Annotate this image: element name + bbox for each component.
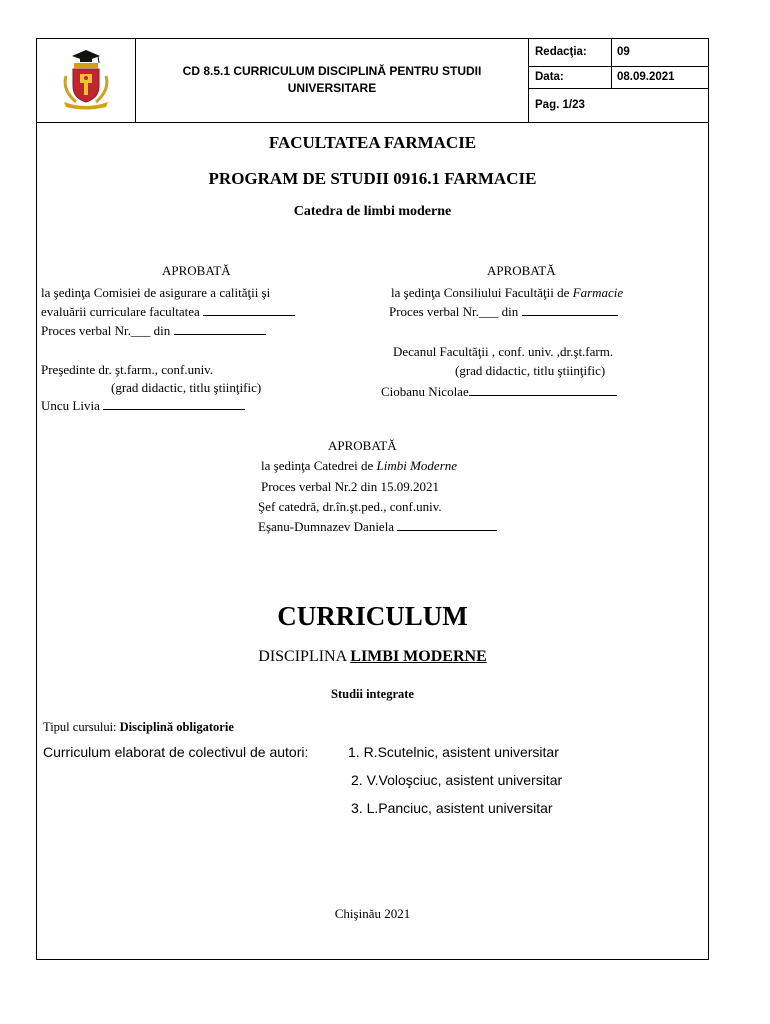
logo-cell [36, 38, 136, 122]
page-number: Pag. 1/23 [535, 99, 585, 111]
course-type-label: Tipul cursului: [43, 720, 120, 734]
author-1: 1. R.Scutelnic, asistent universitar [348, 744, 559, 760]
discipline-prefix: DISCIPLINA [258, 648, 351, 665]
blank-line [203, 304, 295, 316]
approval-center-line4: Eşanu-Dumnazev Daniela [258, 519, 395, 534]
footer-place-year: Chişinău 2021 [334, 906, 411, 921]
approval-left-heading: APROBATĂ [162, 263, 231, 278]
approval-left-line3-wrap [41, 323, 266, 339]
approval-right-line1-prefix: la şedinţa Consiliului Facultăţii de [391, 285, 573, 300]
approval-center-line2: Proces verbal Nr.2 din 15.09.2021 [261, 479, 440, 494]
approval-center-line1 [261, 458, 457, 474]
approval-left-line1: la şedinţa Comisiei de asigurare a calităţii şi [41, 285, 271, 300]
discipline-name: LIMBI MODERNE [350, 648, 487, 665]
approval-right-line2: Proces verbal Nr.___ din [389, 304, 519, 319]
blank-line [103, 398, 245, 410]
document-code-title: CD 8.5.1 CURRICULUM DISCIPLINĂ PENTRU STUDII UNIVERSITARE [136, 38, 529, 122]
approval-center-line1-italic: Limbi Moderne [376, 458, 458, 473]
main-title: CURRICULUM [277, 601, 468, 631]
data-value: 08.09.2021 [617, 71, 675, 83]
meta-divider-1 [529, 66, 709, 67]
author-2: 2. V.Voloşciuc, asistent universitar [351, 772, 563, 788]
approval-right-heading: APROBATĂ [487, 263, 556, 278]
meta-divider-vertical [611, 38, 612, 88]
university-crest-icon [56, 48, 116, 110]
approval-left-line5: (grad didactic, titlu ştiinţific) [111, 380, 262, 395]
course-type-value: Disciplină obligatorie [119, 720, 234, 734]
course-type-line [43, 719, 234, 735]
study-type: Studii integrate [331, 687, 414, 701]
blank-line [397, 519, 497, 531]
redactia-value: 09 [617, 46, 630, 58]
redactia-label: Redacţia: [535, 46, 587, 58]
blank-line [174, 323, 266, 335]
author-3: 3. L.Panciuc, asistent universitar [351, 800, 553, 816]
approval-right-line5: Ciobanu Nicolae [381, 384, 469, 399]
approval-right-line1 [391, 285, 623, 301]
approval-left-line4: Preşedinte dr. şt.farm., conf.univ. [41, 362, 214, 377]
blank-line [522, 304, 618, 316]
meta-divider-2 [529, 88, 709, 89]
approval-center-line4-wrap [258, 519, 497, 535]
approval-left-line6-wrap [41, 398, 245, 414]
approval-left-line3: Proces verbal Nr.___ din [41, 323, 171, 338]
approval-left-line2-wrap [41, 304, 295, 320]
approval-right-line5-wrap [381, 384, 617, 400]
blank-line [469, 384, 617, 396]
approval-center-heading: APROBATĂ [328, 438, 397, 453]
approval-right-line3: Decanul Facultăţii , conf. univ. ,dr.şt.farm. [393, 344, 614, 359]
document-header [36, 38, 709, 123]
authors-label: Curriculum elaborat de colectivul de autori: [43, 744, 309, 760]
approval-left-line6: Uncu Livia [41, 398, 100, 413]
data-label: Data: [535, 71, 564, 83]
department-title: Catedra de limbi moderne [293, 204, 452, 219]
approval-center-line1-prefix: la şedinţa Catedrei de [261, 458, 377, 473]
faculty-title: FACULTATEA FARMACIE [268, 133, 477, 152]
discipline-line [36, 647, 709, 667]
program-title: PROGRAM DE STUDII 0916.1 FARMACIE [208, 169, 537, 188]
approval-right-line1-italic: Farmacie [572, 285, 624, 300]
approval-left-line2: evaluării curriculare facultatea [41, 304, 200, 319]
approval-right-line2-wrap [389, 304, 618, 320]
approval-center-line3: Şef catedră, dr.în.şt.ped., conf.univ. [258, 499, 442, 514]
approval-right-line4: (grad didactic, titlu ştiinţific) [455, 363, 606, 378]
